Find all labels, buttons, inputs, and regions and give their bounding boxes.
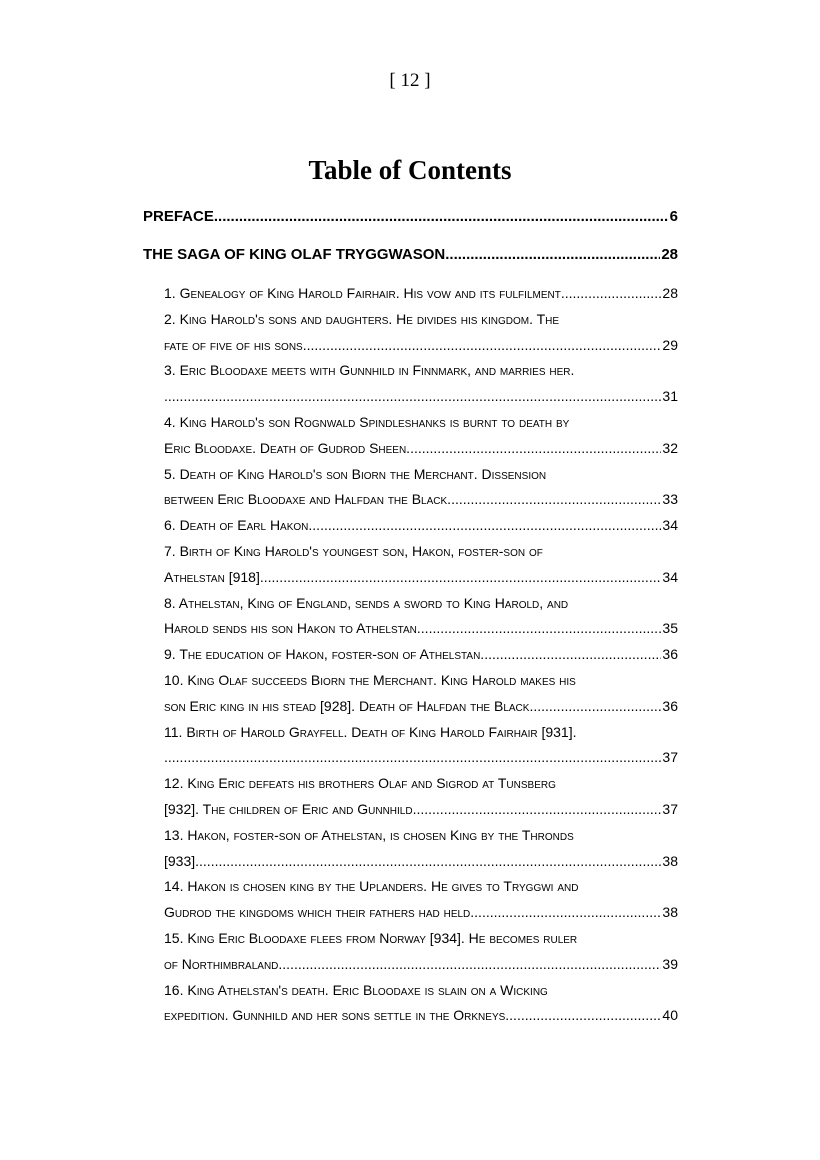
dot-leader (445, 246, 660, 263)
dot-leader (533, 694, 661, 720)
toc-chapter-text: fate of five of his sons. (164, 336, 307, 353)
toc-chapter-entry[interactable] (164, 358, 678, 410)
toc-chapter-text: 6. Death of Earl Hakon. (164, 517, 313, 534)
dot-leader (214, 208, 669, 225)
toc-chapter-page: 40 (662, 1007, 678, 1024)
toc-chapter-text: 2. King Harold's sons and daughters. He divides his kingdom. The (164, 310, 560, 327)
toc-chapter-page: 31 (662, 388, 678, 405)
toc-entry-page: 28 (661, 246, 678, 263)
toc-chapter-text: 3. Eric Bloodaxe meets with Gunnhild in Finnmark, and marries her. (164, 362, 575, 379)
toc-entry-page: 6 (669, 208, 678, 225)
toc-chapter-text: 1. Genealogy of King Harold Fairhair. His vow and its fulfilment. (164, 285, 565, 301)
dot-leader (474, 900, 661, 926)
toc-chapter-text: 8. Athelstan, King of England, sends a sword to King Harold, and (164, 594, 569, 611)
page-number: [ 12 ] (389, 70, 431, 91)
toc-entry-preface[interactable] (143, 208, 678, 225)
toc-chapter-text: 10. King Olaf succeeds Biorn the Merchant. King Harold makes his (164, 671, 576, 688)
toc-chapter-entry[interactable] (164, 823, 678, 875)
toc-chapter-entry[interactable] (164, 410, 678, 462)
toc-chapter-text: 5. Death of King Harold's son Biorn the Merchant. Dissension (164, 465, 547, 482)
chapter-list (164, 281, 678, 1029)
dot-leader (282, 952, 661, 978)
dot-leader (312, 513, 661, 539)
dot-leader (164, 384, 661, 410)
toc-chapter-page: 38 (662, 904, 678, 921)
page-title: Table of Contents (308, 155, 512, 185)
toc-chapter-text: of Northimbraland. (164, 955, 283, 972)
toc-chapter-text: 15. King Eric Bloodaxe flees from Norway [934]. He becomes ruler (164, 929, 578, 946)
toc-chapter-page: 38 (662, 852, 678, 869)
toc-chapter-entry[interactable] (164, 642, 678, 668)
toc-chapter-text: 9. The education of Hakon, foster-son of Athelstan. (164, 646, 485, 663)
toc-chapter-text: 4. King Harold's son Rognwald Spindleshanks is burnt to death by (164, 413, 570, 430)
toc-chapter-entry[interactable] (164, 874, 678, 926)
dot-leader (164, 745, 661, 771)
toc-chapter-text: Gudrod the kingdoms which their fathers had held. (164, 904, 475, 921)
toc-chapter-page: 28 (662, 285, 678, 301)
toc-chapter-text: expedition. Gunnhild and her sons settle in the Orkneys. (164, 1007, 510, 1024)
toc-chapter-page: 39 (662, 955, 678, 972)
toc-chapter-entry[interactable] (164, 539, 678, 591)
dot-leader (410, 436, 661, 462)
dot-leader (264, 565, 662, 591)
toc-chapter-text: son Eric king in his stead [928]. Death of Halfdan the Black. (164, 697, 534, 714)
dot-leader (421, 616, 662, 642)
dot-leader (195, 849, 661, 875)
toc-chapter-page: 36 (662, 697, 678, 714)
toc-chapter-page: 34 (662, 568, 678, 585)
dot-leader (451, 487, 661, 513)
toc-chapter-text: [932]. The children of Eric and Gunnhild. (164, 800, 417, 817)
toc-chapter-page: 37 (662, 800, 678, 817)
toc-chapter-page: 37 (662, 749, 678, 766)
dot-leader (484, 642, 661, 668)
dot-leader (565, 281, 662, 307)
toc-chapter-text: 12. King Eric defeats his brothers Olaf and Sigrod at Tunsberg (164, 775, 556, 792)
toc-chapter-entry[interactable] (164, 591, 678, 643)
toc-chapter-entry[interactable] (164, 307, 678, 359)
toc-chapter-text: 7. Birth of King Harold's youngest son, Hakon, foster-son of (164, 542, 543, 559)
toc-chapter-text: 16. King Athelstan's death. Eric Bloodaxe is slain on a Wicking (164, 981, 548, 998)
toc-chapter-page: 32 (662, 439, 678, 456)
toc-chapter-entry[interactable] (164, 281, 678, 307)
toc-chapter-page: 35 (662, 620, 678, 637)
toc-chapter-entry[interactable] (164, 978, 678, 1030)
toc-chapter-page: 34 (662, 517, 678, 534)
toc-chapter-text: 14. Hakon is chosen king by the Uplanders. He gives to Tryggwi and (164, 878, 579, 895)
toc-chapter-text: 11. Birth of Harold Grayfell. Death of King Harold Fairhair [931]. (164, 723, 577, 740)
toc-chapter-text: Harold sends his son Hakon to Athelstan. (164, 620, 421, 637)
toc-chapter-text: between Eric Bloodaxe and Halfdan the Black. (164, 491, 452, 508)
dot-leader (509, 1003, 661, 1029)
toc-chapter-page: 33 (662, 491, 678, 508)
dot-leader (307, 333, 662, 359)
toc-chapter-entry[interactable] (164, 668, 678, 720)
toc-chapter-entry[interactable] (164, 513, 678, 539)
toc-chapter-page: 36 (662, 646, 678, 663)
toc-entry-saga[interactable] (143, 246, 678, 263)
toc-chapter-text: Athelstan [918]. (164, 568, 264, 585)
toc-entry-label: PREFACE (143, 208, 214, 225)
toc-chapter-page: 29 (662, 336, 678, 353)
toc-chapter-entry[interactable] (164, 720, 678, 772)
toc-entry-label: THE SAGA OF KING OLAF TRYGGWASON (143, 246, 446, 263)
toc-chapter-entry[interactable] (164, 771, 678, 823)
toc-chapter-text: Eric Bloodaxe. Death of Gudrod Sheen. (164, 439, 411, 456)
toc-chapter-text: [933] (164, 852, 196, 869)
toc-chapter-text: 13. Hakon, foster-son of Athelstan, is chosen King by the Thronds (164, 826, 574, 843)
toc-chapter-entry[interactable] (164, 462, 678, 514)
toc-chapter-entry[interactable] (164, 926, 678, 978)
dot-leader (416, 797, 661, 823)
